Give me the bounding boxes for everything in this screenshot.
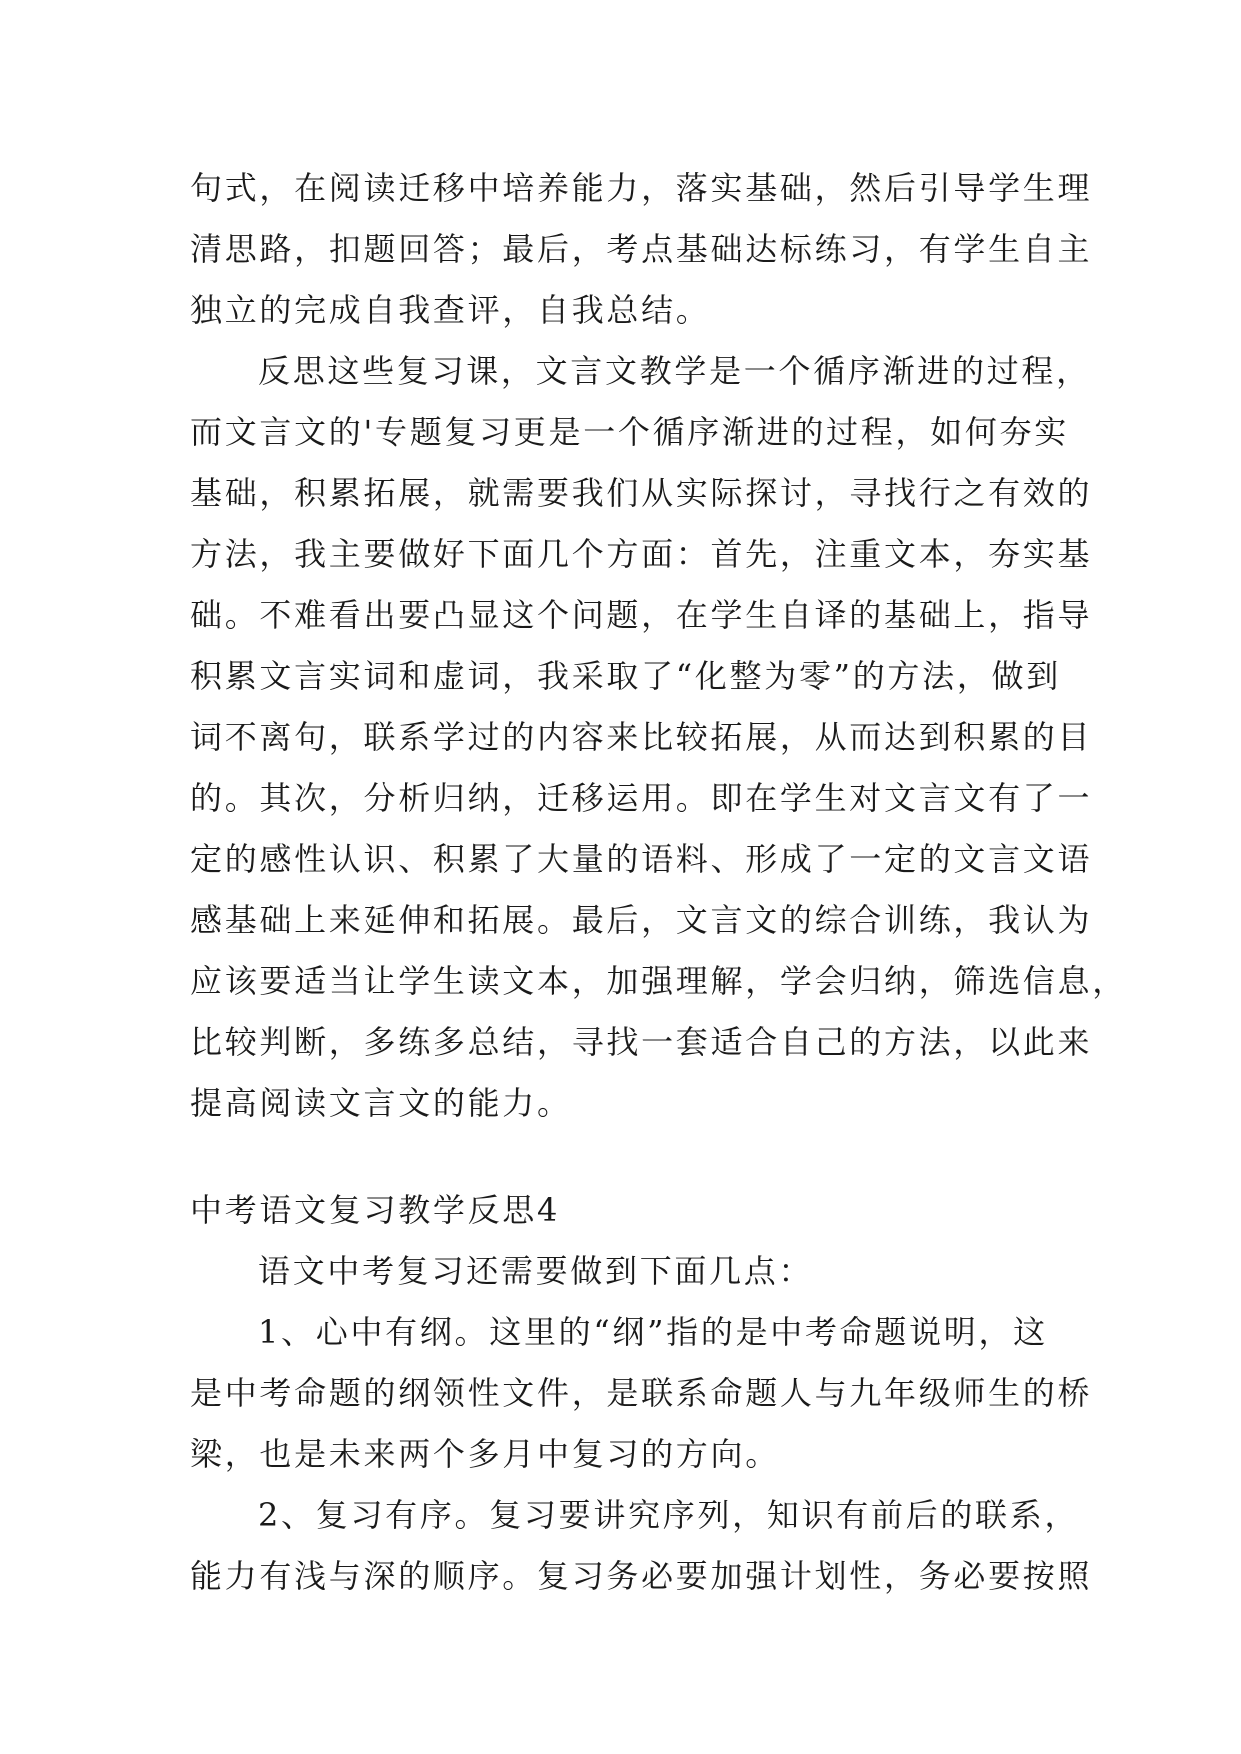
paragraph-first-line: 2、复习有序。复习要讲究序列，知识有前后的联系，: [258, 1496, 1080, 1534]
text-line: 句式，在阅读迁移中培养能力，落实基础，然后引导学生理: [190, 169, 1093, 207]
text-line: 基础，积累拓展，就需要我们从实际探讨，寻找行之有效的: [190, 474, 1093, 512]
text-line: 积累文言实词和虚词，我采取了“化整为零”的方法，做到: [190, 657, 1061, 695]
text-line: 词不离句，联系学过的内容来比较拓展，从而达到积累的目: [190, 718, 1093, 756]
text-line: 梁，也是未来两个多月中复习的方向。: [190, 1435, 780, 1473]
text-line: 定的感性认识、积累了大量的语料、形成了一定的文言文语: [190, 840, 1093, 878]
section-title: 中考语文复习教学反思4: [190, 1191, 561, 1229]
document-body: [190, 158, 1127, 1607]
text-line: 清思路，扣题回答；最后，考点基础达标练习，有学生自主: [190, 230, 1093, 268]
text-line: 感基础上来延伸和拓展。最后，文言文的综合训练，我认为: [190, 901, 1093, 939]
text-line: 比较判断，多练多总结，寻找一套适合自己的方法，以此来: [190, 1023, 1093, 1061]
text-line: 础。不难看出要凸显这个问题，在学生自译的基础上，指导: [190, 596, 1093, 634]
paragraph-first-line: 反思这些复习课，文言文教学是一个循序渐进的过程，: [258, 352, 1091, 390]
text-line: 能力有浅与深的顺序。复习务必要加强计划性，务必要按照: [190, 1557, 1093, 1595]
text-line: 是中考命题的纲领性文件，是联系命题人与九年级师生的桥: [190, 1374, 1093, 1412]
text-line: 方法，我主要做好下面几个方面：首先，注重文本，夯实基: [190, 535, 1093, 573]
paragraph-first-line: 语文中考复习还需要做到下面几点：: [258, 1252, 814, 1290]
paragraph-first-line: 1、心中有纲。这里的“纲”指的是中考命题说明，这: [258, 1313, 1048, 1351]
text-line: 的。其次，分析归纳，迁移运用。即在学生对文言文有了一: [190, 779, 1093, 817]
text-line: 独立的完成自我查评，自我总结。: [190, 291, 711, 329]
text-line: 应该要适当让学生读文本，加强理解，学会归纳，筛选信息，: [190, 962, 1127, 1000]
text-line: 提高阅读文言文的能力。: [190, 1084, 572, 1122]
text-line: 而文言文的'专题复习更是一个循序渐进的过程，如何夯实: [190, 413, 1069, 451]
